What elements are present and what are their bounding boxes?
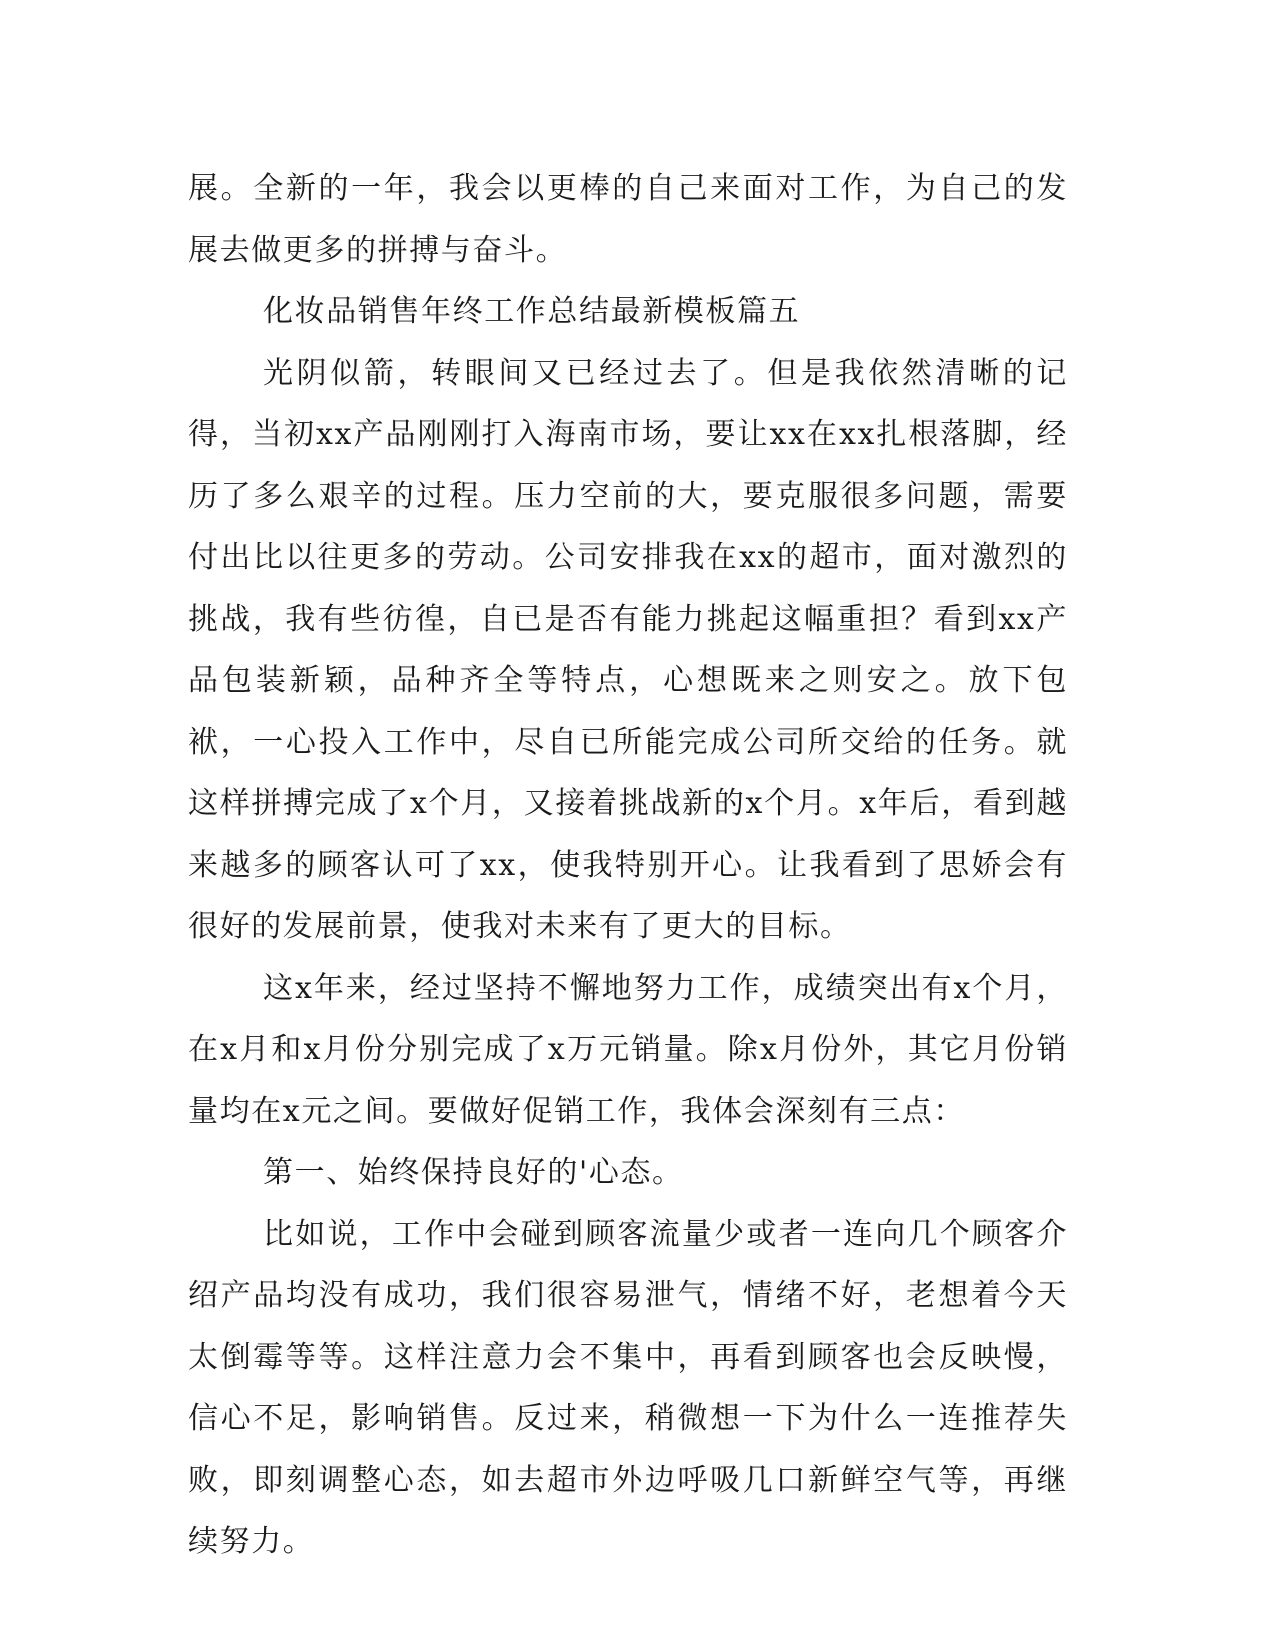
paragraph-intro: 光阴似箭，转眼间又已经过去了。但是我依然清晰的记得，当初xx产品刚刚打入海南市场，要让xx在xx扎根落脚，经历了多么艰辛的过程。压力空前的大，要克服很多问题，需要付出比以往更多的劳动。公司安排我在xx的超市，面对激烈的挑战，我有些彷徨，自已是否有能力挑起这幅重担？看到xx产品包装新颖，品种齐全等特点，心想既来之则安之。放下包袱，一心投入工作中，尽自已所能完成公司所交给的任务。就这样拼搏完成了x个月，又接着挑战新的x个月。x年后，看到越来越多的顾客认可了xx，使我特别开心。让我看到了思娇会有很好的发展前景，使我对未来有了更大的目标。 bbox=[188, 355, 1068, 944]
paragraph-example: 比如说，工作中会碰到顾客流量少或者一连向几个顾客介绍产品均没有成功，我们很容易泄气，情绪不好，老想着今天太倒霉等等。这样注意力会不集中，再看到顾客也会反映慢，信心不足，影响销售。反过来，稍微想一下为什么一连推荐失败，即刻调整心态，如去超市外边呼吸几口新鲜空气等，再继续努力。 bbox=[188, 1216, 1068, 1559]
paragraph-continuation: 展。全新的一年，我会以更棒的自己来面对工作，为自己的发展去做更多的拼搏与奋斗。 bbox=[188, 171, 1068, 268]
section-heading: 化妆品销售年终工作总结最新模板篇五 bbox=[263, 294, 801, 329]
document-body bbox=[188, 158, 1068, 1573]
paragraph-results: 这x年来，经过坚持不懈地努力工作，成绩突出有x个月，在x月和x月份分别完成了x万元销量。除x月份外，其它月份销量均在x元之间。要做好促销工作，我体会深刻有三点： bbox=[188, 970, 1068, 1129]
paragraph-point-one: 第一、始终保持良好的'心态。 bbox=[263, 1155, 684, 1190]
